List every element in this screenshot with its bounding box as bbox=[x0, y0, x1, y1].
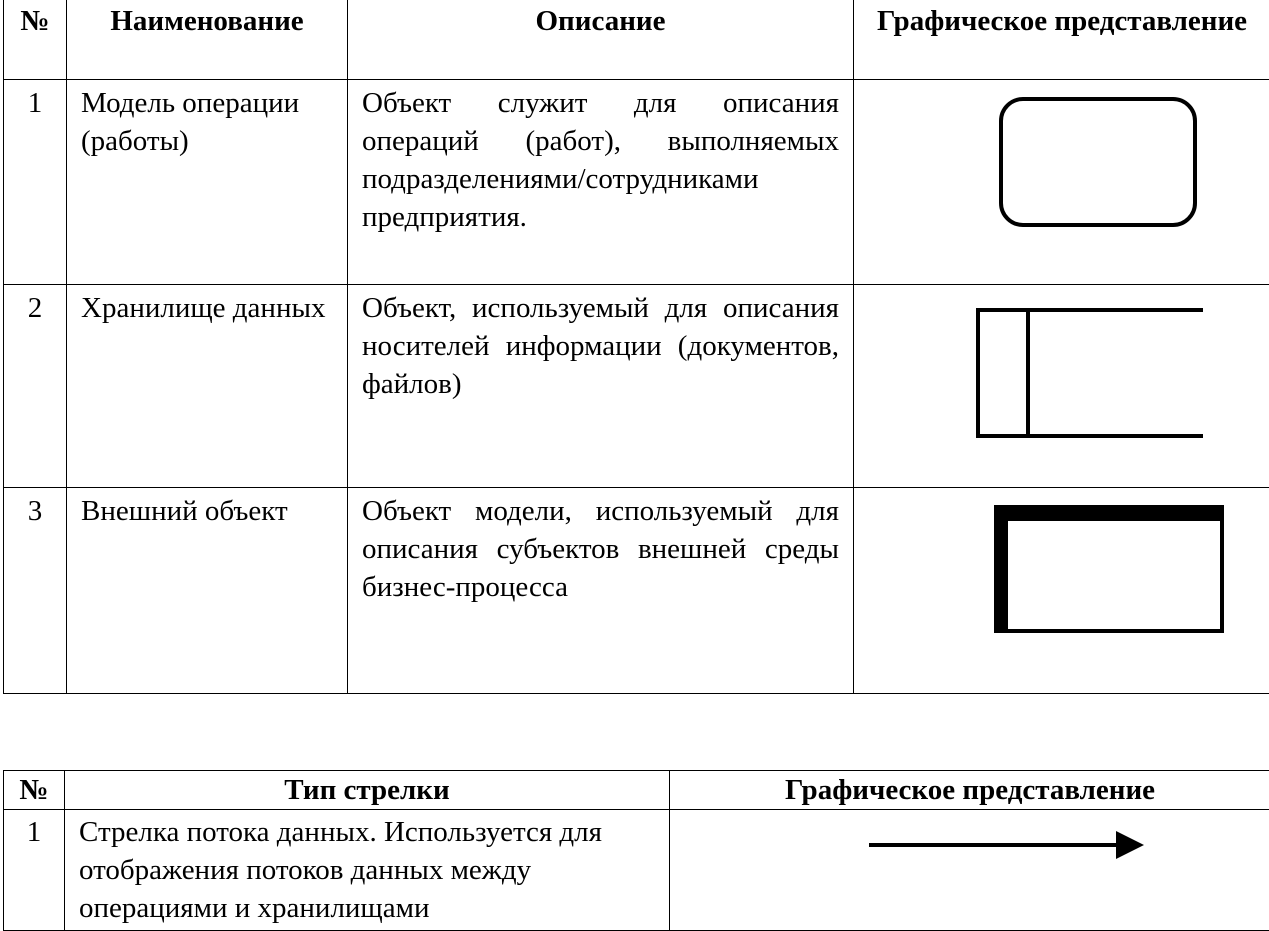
row-description: Объект модели, используемый для описания субъектов внешней среды бизнес-процесса bbox=[348, 488, 854, 694]
header-name: Наименование bbox=[67, 0, 348, 80]
header-graphic: Графическое представление bbox=[854, 0, 1269, 80]
header-number: № bbox=[4, 771, 65, 810]
row-name: Хранилище данных bbox=[67, 285, 348, 488]
row-description: Объект служит для описания операций (работ), выполняемых подразделениями/сотрудниками предприятия. bbox=[348, 80, 854, 285]
row-number: 2 bbox=[4, 285, 67, 488]
header-graphic: Графическое представление bbox=[670, 771, 1269, 810]
row-graphic bbox=[670, 810, 1269, 931]
row-arrow-type: Стрелка потока данных. Используется для отображения потоков данных между операциями и хранилищами bbox=[65, 810, 670, 931]
rounded-rectangle-icon bbox=[854, 80, 1269, 280]
row-name: Модель операции (работы) bbox=[67, 80, 348, 285]
header-description: Описание bbox=[348, 0, 854, 80]
table-row bbox=[4, 80, 1269, 285]
header-arrow-type: Тип стрелки bbox=[65, 771, 670, 810]
row-number: 1 bbox=[4, 80, 67, 285]
table-row bbox=[4, 285, 1269, 488]
table-row bbox=[4, 810, 1269, 931]
arrow-right-icon bbox=[670, 810, 1269, 927]
arrows-header-row bbox=[4, 771, 1269, 810]
objects-header-row bbox=[4, 0, 1269, 80]
row-graphic bbox=[854, 80, 1269, 285]
row-graphic bbox=[854, 488, 1269, 694]
data-store-icon bbox=[854, 285, 1269, 483]
row-graphic bbox=[854, 285, 1269, 488]
row-number: 3 bbox=[4, 488, 67, 694]
arrows-table bbox=[3, 770, 1269, 931]
row-description: Объект, используемый для описания носителей информации (документов, файлов) bbox=[348, 285, 854, 488]
header-number: № bbox=[4, 0, 67, 80]
row-number: 1 bbox=[4, 810, 65, 931]
row-name: Внешний объект bbox=[67, 488, 348, 694]
objects-table bbox=[3, 0, 1269, 694]
table-row bbox=[4, 488, 1269, 694]
external-entity-icon bbox=[854, 488, 1269, 689]
